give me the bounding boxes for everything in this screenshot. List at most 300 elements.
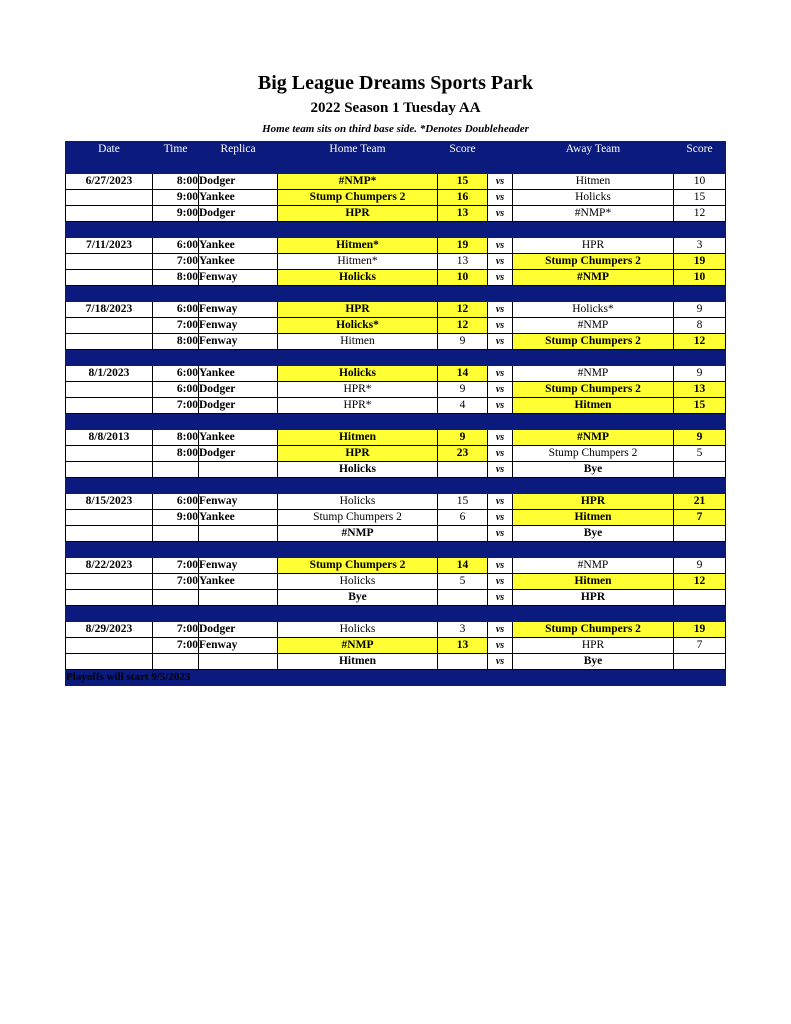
- away-score-cell: 15: [674, 398, 726, 414]
- header-home-team: Home Team: [278, 142, 438, 158]
- vs-cell: vs: [488, 510, 513, 526]
- doubleheader-note: Home team sits on third base side. *Denotes Doubleheader: [262, 123, 529, 135]
- vs-cell: vs: [488, 574, 513, 590]
- time-cell: [153, 654, 199, 670]
- separator-cell: [278, 478, 438, 494]
- vs-cell: vs: [488, 238, 513, 254]
- separator-cell: [153, 158, 199, 174]
- away-team-cell: Holicks: [513, 190, 674, 206]
- home-score-cell: [438, 462, 488, 478]
- separator-cell: [488, 286, 513, 302]
- playoffs-note: Playoffs will start 9/5/2023: [66, 671, 191, 683]
- table-row: [66, 494, 726, 510]
- separator-cell: [153, 222, 199, 238]
- home-score-cell: 13: [438, 254, 488, 270]
- separator-cell: [488, 158, 513, 174]
- date-cell: [66, 446, 153, 462]
- date-cell: [66, 334, 153, 350]
- away-team-cell: Hitmen: [513, 574, 674, 590]
- time-cell: 7:00: [153, 558, 199, 574]
- time-cell: 7:00: [153, 254, 199, 270]
- time-cell: [153, 526, 199, 542]
- time-cell: 8:00: [153, 270, 199, 286]
- replica-cell: Fenway: [199, 638, 278, 654]
- home-score-cell: 14: [438, 558, 488, 574]
- separator-cell: [153, 478, 199, 494]
- separator-cell: [199, 542, 278, 558]
- separator-cell: [153, 286, 199, 302]
- time-cell: 6:00: [153, 382, 199, 398]
- separator-cell: [66, 158, 153, 174]
- separator-cell: [674, 478, 726, 494]
- table-row: [66, 334, 726, 350]
- week-separator: [66, 542, 726, 558]
- vs-cell: vs: [488, 302, 513, 318]
- home-score-cell: 12: [438, 318, 488, 334]
- separator-cell: [66, 478, 153, 494]
- away-score-cell: [674, 590, 726, 606]
- away-team-cell: #NMP: [513, 558, 674, 574]
- replica-cell: [199, 526, 278, 542]
- separator-cell: [278, 606, 438, 622]
- week-separator: [66, 222, 726, 238]
- away-score-cell: 7: [674, 638, 726, 654]
- date-cell: [66, 190, 153, 206]
- home-team-cell: Hitmen*: [278, 254, 438, 270]
- vs-cell: vs: [488, 334, 513, 350]
- date-cell: 8/1/2023: [66, 366, 153, 382]
- separator-cell: [199, 670, 278, 686]
- replica-cell: Dodger: [199, 446, 278, 462]
- date-cell: [66, 526, 153, 542]
- separator-cell: [513, 158, 674, 174]
- home-team-cell: #NMP: [278, 638, 438, 654]
- vs-cell: vs: [488, 526, 513, 542]
- vs-cell: vs: [488, 206, 513, 222]
- vs-cell: vs: [488, 590, 513, 606]
- time-cell: 9:00: [153, 510, 199, 526]
- date-cell: 8/15/2023: [66, 494, 153, 510]
- home-team-cell: Hitmen: [278, 334, 438, 350]
- table-row: [66, 318, 726, 334]
- separator-cell: [438, 414, 488, 430]
- replica-cell: Yankee: [199, 254, 278, 270]
- header-replica: Replica: [199, 142, 278, 158]
- away-team-cell: Hitmen: [513, 398, 674, 414]
- separator-cell: [488, 478, 513, 494]
- week-separator: [66, 478, 726, 494]
- home-score-cell: 9: [438, 334, 488, 350]
- home-team-cell: HPR: [278, 446, 438, 462]
- header-vs: [488, 142, 513, 158]
- table-row: [66, 190, 726, 206]
- date-cell: [66, 398, 153, 414]
- separator-cell: [199, 478, 278, 494]
- separator-cell: [674, 606, 726, 622]
- away-team-cell: HPR: [513, 238, 674, 254]
- home-score-cell: 15: [438, 494, 488, 510]
- replica-cell: Fenway: [199, 318, 278, 334]
- time-cell: [153, 590, 199, 606]
- away-team-cell: Bye: [513, 654, 674, 670]
- replica-cell: Dodger: [199, 174, 278, 190]
- time-cell: 7:00: [153, 574, 199, 590]
- replica-cell: Fenway: [199, 270, 278, 286]
- separator-cell: [199, 158, 278, 174]
- separator-cell: [674, 542, 726, 558]
- home-team-cell: Hitmen: [278, 430, 438, 446]
- vs-cell: vs: [488, 254, 513, 270]
- home-team-cell: Stump Chumpers 2: [278, 190, 438, 206]
- away-score-cell: 8: [674, 318, 726, 334]
- separator-cell: [66, 350, 153, 366]
- away-score-cell: 12: [674, 334, 726, 350]
- vs-cell: vs: [488, 398, 513, 414]
- vs-cell: vs: [488, 318, 513, 334]
- away-team-cell: Hitmen: [513, 174, 674, 190]
- home-team-cell: Hitmen*: [278, 238, 438, 254]
- away-score-cell: 9: [674, 366, 726, 382]
- separator-cell: [674, 414, 726, 430]
- separator-cell: [488, 350, 513, 366]
- schedule-table: [65, 141, 726, 686]
- separator-cell: [199, 414, 278, 430]
- separator-cell: [513, 670, 674, 686]
- home-score-cell: 15: [438, 174, 488, 190]
- date-cell: [66, 382, 153, 398]
- away-team-cell: HPR: [513, 638, 674, 654]
- date-cell: [66, 510, 153, 526]
- time-cell: 8:00: [153, 430, 199, 446]
- vs-cell: vs: [488, 430, 513, 446]
- page-subtitle: 2022 Season 1 Tuesday AA: [310, 100, 481, 116]
- week-separator: [66, 414, 726, 430]
- date-cell: 6/27/2023: [66, 174, 153, 190]
- date-cell: [66, 654, 153, 670]
- home-score-cell: [438, 654, 488, 670]
- separator-cell: [438, 606, 488, 622]
- separator-cell: [513, 478, 674, 494]
- separator-cell: [513, 222, 674, 238]
- table-row: [66, 558, 726, 574]
- separator-cell: [513, 606, 674, 622]
- home-team-cell: Holicks: [278, 622, 438, 638]
- time-cell: 7:00: [153, 622, 199, 638]
- week-separator: [66, 350, 726, 366]
- separator-cell: [488, 414, 513, 430]
- away-team-cell: Bye: [513, 462, 674, 478]
- week-separator: [66, 606, 726, 622]
- vs-cell: vs: [488, 190, 513, 206]
- away-team-cell: Stump Chumpers 2: [513, 382, 674, 398]
- header-date: Date: [66, 142, 153, 158]
- table-row: [66, 254, 726, 270]
- separator-cell: [674, 222, 726, 238]
- home-score-cell: 12: [438, 302, 488, 318]
- home-team-cell: HPR*: [278, 398, 438, 414]
- away-team-cell: Stump Chumpers 2: [513, 334, 674, 350]
- separator-cell: [278, 222, 438, 238]
- separator-cell: [513, 286, 674, 302]
- separator-cell: [153, 606, 199, 622]
- away-score-cell: 10: [674, 270, 726, 286]
- replica-cell: [199, 462, 278, 478]
- time-cell: [153, 462, 199, 478]
- header-away-team: Away Team: [513, 142, 674, 158]
- home-score-cell: 13: [438, 638, 488, 654]
- home-score-cell: [438, 590, 488, 606]
- time-cell: 8:00: [153, 334, 199, 350]
- vs-cell: vs: [488, 382, 513, 398]
- separator-cell: [66, 222, 153, 238]
- home-score-cell: 4: [438, 398, 488, 414]
- away-team-cell: #NMP: [513, 270, 674, 286]
- home-team-cell: #NMP*: [278, 174, 438, 190]
- date-cell: 8/22/2023: [66, 558, 153, 574]
- vs-cell: vs: [488, 494, 513, 510]
- table-row: [66, 302, 726, 318]
- time-cell: 8:00: [153, 446, 199, 462]
- away-score-cell: 21: [674, 494, 726, 510]
- away-team-cell: Stump Chumpers 2: [513, 254, 674, 270]
- away-score-cell: 15: [674, 190, 726, 206]
- separator-cell: [488, 606, 513, 622]
- away-score-cell: 13: [674, 382, 726, 398]
- separator-cell: [513, 350, 674, 366]
- away-score-cell: 9: [674, 302, 726, 318]
- table-row: [66, 366, 726, 382]
- replica-cell: Fenway: [199, 494, 278, 510]
- separator-cell: [199, 286, 278, 302]
- home-team-cell: Holicks: [278, 494, 438, 510]
- away-team-cell: Hitmen: [513, 510, 674, 526]
- table-row: [66, 430, 726, 446]
- separator-cell: [674, 158, 726, 174]
- away-score-cell: 7: [674, 510, 726, 526]
- separator-cell: [674, 350, 726, 366]
- away-score-cell: 12: [674, 574, 726, 590]
- table-row: [66, 206, 726, 222]
- replica-cell: Dodger: [199, 382, 278, 398]
- header-time: Time: [153, 142, 199, 158]
- home-team-cell: Hitmen: [278, 654, 438, 670]
- separator-cell: [66, 286, 153, 302]
- separator-cell: [438, 542, 488, 558]
- date-cell: 8/29/2023: [66, 622, 153, 638]
- away-score-cell: 5: [674, 446, 726, 462]
- separator-cell: [66, 542, 153, 558]
- away-score-cell: 19: [674, 622, 726, 638]
- separator-cell: [66, 606, 153, 622]
- table-row: [66, 238, 726, 254]
- away-team-cell: #NMP: [513, 318, 674, 334]
- table-row: [66, 446, 726, 462]
- time-cell: 6:00: [153, 366, 199, 382]
- table-row: [66, 574, 726, 590]
- date-cell: 7/18/2023: [66, 302, 153, 318]
- vs-cell: vs: [488, 446, 513, 462]
- week-separator: [66, 286, 726, 302]
- away-team-cell: Stump Chumpers 2: [513, 622, 674, 638]
- page-title: Big League Dreams Sports Park: [257, 72, 534, 94]
- separator-cell: [199, 222, 278, 238]
- replica-cell: Yankee: [199, 430, 278, 446]
- table-row: [66, 510, 726, 526]
- home-team-cell: HPR*: [278, 382, 438, 398]
- away-score-cell: [674, 654, 726, 670]
- replica-cell: [199, 590, 278, 606]
- vs-cell: vs: [488, 558, 513, 574]
- separator-cell: [278, 350, 438, 366]
- separator-cell: [278, 414, 438, 430]
- table-row: [66, 622, 726, 638]
- separator-cell: [153, 350, 199, 366]
- date-cell: [66, 318, 153, 334]
- date-cell: [66, 206, 153, 222]
- replica-cell: [199, 654, 278, 670]
- home-team-cell: HPR: [278, 206, 438, 222]
- replica-cell: Yankee: [199, 510, 278, 526]
- separator-cell: [438, 158, 488, 174]
- replica-cell: Fenway: [199, 302, 278, 318]
- time-cell: 6:00: [153, 302, 199, 318]
- away-score-cell: 10: [674, 174, 726, 190]
- schedule-body: [66, 158, 726, 686]
- home-score-cell: 9: [438, 382, 488, 398]
- replica-cell: Yankee: [199, 238, 278, 254]
- separator-cell: [674, 670, 726, 686]
- week-separator: [66, 158, 726, 174]
- away-score-cell: 9: [674, 558, 726, 574]
- away-team-cell: HPR: [513, 494, 674, 510]
- vs-cell: vs: [488, 654, 513, 670]
- home-team-cell: Holicks: [278, 270, 438, 286]
- home-score-cell: 10: [438, 270, 488, 286]
- home-team-cell: #NMP: [278, 526, 438, 542]
- separator-cell: [513, 414, 674, 430]
- home-score-cell: 9: [438, 430, 488, 446]
- separator-cell: [438, 350, 488, 366]
- separator-cell: [153, 542, 199, 558]
- home-team-cell: Holicks: [278, 462, 438, 478]
- header-home-score: Score: [438, 142, 488, 158]
- replica-cell: Dodger: [199, 398, 278, 414]
- vs-cell: vs: [488, 366, 513, 382]
- separator-cell: [278, 286, 438, 302]
- replica-cell: Yankee: [199, 190, 278, 206]
- date-cell: [66, 638, 153, 654]
- separator-cell: [488, 222, 513, 238]
- away-team-cell: Stump Chumpers 2: [513, 446, 674, 462]
- vs-cell: vs: [488, 638, 513, 654]
- time-cell: 7:00: [153, 398, 199, 414]
- separator-cell: [674, 286, 726, 302]
- vs-cell: vs: [488, 462, 513, 478]
- replica-cell: Fenway: [199, 334, 278, 350]
- away-team-cell: HPR: [513, 590, 674, 606]
- away-score-cell: 3: [674, 238, 726, 254]
- home-score-cell: 23: [438, 446, 488, 462]
- replica-cell: Dodger: [199, 622, 278, 638]
- vs-cell: vs: [488, 270, 513, 286]
- date-cell: [66, 574, 153, 590]
- away-score-cell: [674, 526, 726, 542]
- date-cell: [66, 270, 153, 286]
- header-away-score: Score: [674, 142, 726, 158]
- away-team-cell: #NMP: [513, 430, 674, 446]
- separator-cell: [66, 414, 153, 430]
- away-score-cell: 12: [674, 206, 726, 222]
- replica-cell: Fenway: [199, 558, 278, 574]
- separator-cell: [199, 606, 278, 622]
- date-cell: 8/8/2013: [66, 430, 153, 446]
- separator-cell: [488, 542, 513, 558]
- table-row: [66, 526, 726, 542]
- vs-cell: vs: [488, 622, 513, 638]
- away-score-cell: 19: [674, 254, 726, 270]
- date-cell: [66, 590, 153, 606]
- separator-cell: [513, 542, 674, 558]
- date-cell: [66, 254, 153, 270]
- separator-cell: [278, 158, 438, 174]
- table-row: [66, 174, 726, 190]
- time-cell: 6:00: [153, 494, 199, 510]
- replica-cell: Yankee: [199, 366, 278, 382]
- home-score-cell: [438, 526, 488, 542]
- time-cell: 7:00: [153, 638, 199, 654]
- away-team-cell: #NMP*: [513, 206, 674, 222]
- home-team-cell: Holicks: [278, 366, 438, 382]
- time-cell: 9:00: [153, 206, 199, 222]
- date-cell: [66, 462, 153, 478]
- header-row: [66, 142, 726, 158]
- table-row: [66, 590, 726, 606]
- time-cell: 9:00: [153, 190, 199, 206]
- away-score-cell: [674, 462, 726, 478]
- away-team-cell: Holicks*: [513, 302, 674, 318]
- home-score-cell: 16: [438, 190, 488, 206]
- home-score-cell: 14: [438, 366, 488, 382]
- home-score-cell: 19: [438, 238, 488, 254]
- home-team-cell: Holicks: [278, 574, 438, 590]
- time-cell: 8:00: [153, 174, 199, 190]
- home-team-cell: Stump Chumpers 2: [278, 558, 438, 574]
- home-team-cell: Bye: [278, 590, 438, 606]
- table-row: [66, 462, 726, 478]
- time-cell: 6:00: [153, 238, 199, 254]
- separator-cell: [278, 542, 438, 558]
- table-row: [66, 638, 726, 654]
- table-row: [66, 382, 726, 398]
- separator-cell: [438, 286, 488, 302]
- time-cell: 7:00: [153, 318, 199, 334]
- home-team-cell: Holicks*: [278, 318, 438, 334]
- separator-cell: [488, 670, 513, 686]
- replica-cell: Yankee: [199, 574, 278, 590]
- away-team-cell: #NMP: [513, 366, 674, 382]
- away-score-cell: 9: [674, 430, 726, 446]
- separator-cell: [153, 414, 199, 430]
- separator-cell: [438, 670, 488, 686]
- home-team-cell: HPR: [278, 302, 438, 318]
- away-team-cell: Bye: [513, 526, 674, 542]
- table-row: [66, 270, 726, 286]
- table-row: [66, 654, 726, 670]
- table-row: [66, 398, 726, 414]
- vs-cell: vs: [488, 174, 513, 190]
- separator-cell: [438, 222, 488, 238]
- date-cell: 7/11/2023: [66, 238, 153, 254]
